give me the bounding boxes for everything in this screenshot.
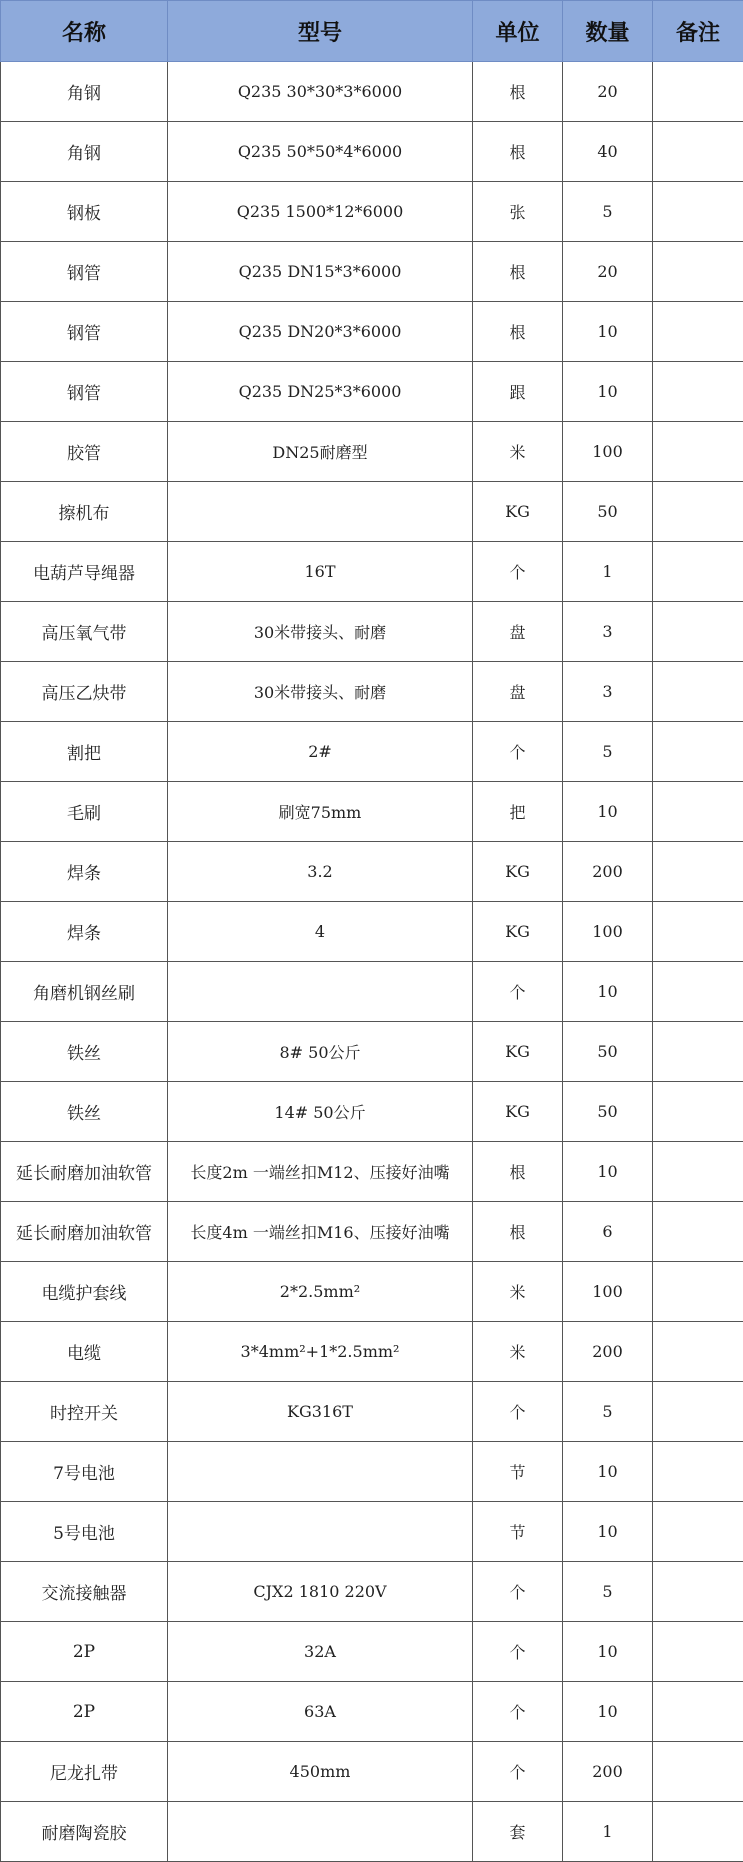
cell-remark [653, 542, 743, 602]
table-row [1, 722, 743, 782]
cell-name: 5号电池 [1, 1502, 168, 1562]
cell-remark [653, 362, 743, 422]
cell-unit: KG [473, 902, 563, 962]
cell-unit: KG [473, 842, 563, 902]
cell-remark [653, 902, 743, 962]
table-row [1, 1322, 743, 1382]
cell-unit: 米 [473, 422, 563, 482]
cell-model: 63A [168, 1682, 473, 1742]
cell-unit: 根 [473, 1202, 563, 1262]
cell-quantity: 50 [563, 1082, 653, 1142]
cell-unit: 盘 [473, 602, 563, 662]
cell-unit: 根 [473, 62, 563, 122]
cell-remark [653, 1202, 743, 1262]
cell-name: 擦机布 [1, 482, 168, 542]
cell-remark [653, 1742, 743, 1802]
cell-unit: 跟 [473, 362, 563, 422]
cell-name: 交流接触器 [1, 1562, 168, 1622]
cell-model: Q235 50*50*4*6000 [168, 122, 473, 182]
cell-unit: 个 [473, 962, 563, 1022]
cell-name: 铁丝 [1, 1022, 168, 1082]
cell-remark [653, 1082, 743, 1142]
cell-unit: KG [473, 482, 563, 542]
cell-name: 电葫芦导绳器 [1, 542, 168, 602]
cell-remark [653, 1802, 743, 1862]
cell-remark [653, 962, 743, 1022]
cell-model: 30米带接头、耐磨 [168, 662, 473, 722]
cell-remark [653, 662, 743, 722]
cell-unit: 根 [473, 302, 563, 362]
cell-name: 割把 [1, 722, 168, 782]
cell-remark [653, 182, 743, 242]
cell-model: Q235 DN25*3*6000 [168, 362, 473, 422]
table-row [1, 842, 743, 902]
table-row [1, 1382, 743, 1442]
table-body [1, 62, 743, 1862]
cell-name: 角钢 [1, 62, 168, 122]
cell-remark [653, 1382, 743, 1442]
table-row [1, 1742, 743, 1802]
table-row [1, 1022, 743, 1082]
table-row [1, 242, 743, 302]
table-row [1, 542, 743, 602]
cell-quantity: 10 [563, 1142, 653, 1202]
cell-remark [653, 842, 743, 902]
cell-model: 2# [168, 722, 473, 782]
cell-model: 16T [168, 542, 473, 602]
cell-quantity: 10 [563, 782, 653, 842]
cell-name: 角磨机钢丝刷 [1, 962, 168, 1022]
header-quantity: 数量 [563, 1, 653, 62]
cell-unit: 套 [473, 1802, 563, 1862]
cell-name: 电缆护套线 [1, 1262, 168, 1322]
cell-model: 长度4m 一端丝扣M16、压接好油嘴 [168, 1202, 473, 1262]
cell-model: 3.2 [168, 842, 473, 902]
cell-quantity: 10 [563, 302, 653, 362]
cell-remark [653, 302, 743, 362]
cell-quantity: 10 [563, 1622, 653, 1682]
table-header [1, 1, 743, 62]
cell-unit: 个 [473, 1682, 563, 1742]
cell-model: Q235 DN20*3*6000 [168, 302, 473, 362]
cell-model: 30米带接头、耐磨 [168, 602, 473, 662]
cell-unit: KG [473, 1082, 563, 1142]
cell-quantity: 5 [563, 182, 653, 242]
cell-quantity: 20 [563, 242, 653, 302]
cell-model: Q235 DN15*3*6000 [168, 242, 473, 302]
table-row [1, 362, 743, 422]
cell-quantity: 200 [563, 842, 653, 902]
cell-name: 焊条 [1, 902, 168, 962]
cell-quantity: 100 [563, 902, 653, 962]
table-row [1, 1262, 743, 1322]
cell-name: 电缆 [1, 1322, 168, 1382]
cell-model: 4 [168, 902, 473, 962]
cell-remark [653, 482, 743, 542]
cell-remark [653, 1682, 743, 1742]
cell-unit: 米 [473, 1322, 563, 1382]
cell-remark [653, 1442, 743, 1502]
table-row [1, 122, 743, 182]
cell-quantity: 6 [563, 1202, 653, 1262]
cell-unit: 根 [473, 242, 563, 302]
cell-model: 长度2m 一端丝扣M12、压接好油嘴 [168, 1142, 473, 1202]
cell-remark [653, 782, 743, 842]
cell-model: 2*2.5mm² [168, 1262, 473, 1322]
cell-name: 耐磨陶瓷胶 [1, 1802, 168, 1862]
table-row [1, 1562, 743, 1622]
cell-quantity: 10 [563, 1442, 653, 1502]
cell-name: 高压乙炔带 [1, 662, 168, 722]
cell-quantity: 100 [563, 1262, 653, 1322]
cell-unit: 个 [473, 542, 563, 602]
cell-name: 钢板 [1, 182, 168, 242]
cell-remark [653, 1562, 743, 1622]
cell-unit: 个 [473, 1382, 563, 1442]
cell-quantity: 20 [563, 62, 653, 122]
table-row [1, 482, 743, 542]
cell-quantity: 10 [563, 362, 653, 422]
cell-name: 钢管 [1, 242, 168, 302]
cell-remark [653, 1142, 743, 1202]
table-row [1, 782, 743, 842]
cell-name: 角钢 [1, 122, 168, 182]
header-name: 名称 [1, 1, 168, 62]
cell-unit: 张 [473, 182, 563, 242]
cell-model: 3*4mm²+1*2.5mm² [168, 1322, 473, 1382]
table-row [1, 1442, 743, 1502]
cell-model: KG316T [168, 1382, 473, 1442]
cell-model: CJX2 1810 220V [168, 1562, 473, 1622]
cell-quantity: 10 [563, 962, 653, 1022]
table-row [1, 902, 743, 962]
cell-name: 钢管 [1, 362, 168, 422]
cell-remark [653, 1022, 743, 1082]
cell-name: 延长耐磨加油软管 [1, 1142, 168, 1202]
cell-model: 32A [168, 1622, 473, 1682]
cell-quantity: 10 [563, 1682, 653, 1742]
table-row [1, 422, 743, 482]
cell-name: 7号电池 [1, 1442, 168, 1502]
cell-model: DN25耐磨型 [168, 422, 473, 482]
cell-model [168, 1502, 473, 1562]
cell-quantity: 200 [563, 1322, 653, 1382]
cell-remark [653, 602, 743, 662]
cell-unit: 节 [473, 1442, 563, 1502]
table-row [1, 1082, 743, 1142]
table-row [1, 182, 743, 242]
cell-unit: 节 [473, 1502, 563, 1562]
cell-remark [653, 1622, 743, 1682]
table-row [1, 662, 743, 722]
cell-model [168, 1442, 473, 1502]
cell-unit: 把 [473, 782, 563, 842]
cell-quantity: 3 [563, 602, 653, 662]
table-row [1, 1682, 743, 1742]
cell-quantity: 50 [563, 482, 653, 542]
cell-quantity: 5 [563, 1562, 653, 1622]
cell-quantity: 200 [563, 1742, 653, 1802]
header-model: 型号 [168, 1, 473, 62]
cell-remark [653, 422, 743, 482]
cell-model: 8# 50公斤 [168, 1022, 473, 1082]
cell-name: 毛刷 [1, 782, 168, 842]
table-row [1, 1502, 743, 1562]
cell-model [168, 482, 473, 542]
cell-model: 14# 50公斤 [168, 1082, 473, 1142]
cell-quantity: 3 [563, 662, 653, 722]
table-row [1, 1622, 743, 1682]
cell-model: Q235 1500*12*6000 [168, 182, 473, 242]
cell-name: 尼龙扎带 [1, 1742, 168, 1802]
cell-remark [653, 1502, 743, 1562]
cell-remark [653, 722, 743, 782]
cell-unit: 个 [473, 1622, 563, 1682]
cell-model [168, 962, 473, 1022]
cell-unit: 米 [473, 1262, 563, 1322]
cell-name: 胶管 [1, 422, 168, 482]
cell-remark [653, 62, 743, 122]
cell-name: 焊条 [1, 842, 168, 902]
cell-model: 450mm [168, 1742, 473, 1802]
cell-quantity: 40 [563, 122, 653, 182]
cell-model: 刷宽75mm [168, 782, 473, 842]
cell-name: 钢管 [1, 302, 168, 362]
cell-quantity: 10 [563, 1502, 653, 1562]
cell-quantity: 5 [563, 722, 653, 782]
cell-remark [653, 1322, 743, 1382]
cell-quantity: 1 [563, 542, 653, 602]
cell-unit: 个 [473, 1562, 563, 1622]
cell-name: 高压氧气带 [1, 602, 168, 662]
cell-quantity: 1 [563, 1802, 653, 1862]
cell-name: 2P [1, 1622, 168, 1682]
cell-quantity: 50 [563, 1022, 653, 1082]
header-remark: 备注 [653, 1, 743, 62]
table-row [1, 1802, 743, 1862]
cell-name: 时控开关 [1, 1382, 168, 1442]
cell-unit: 个 [473, 1742, 563, 1802]
cell-remark [653, 1262, 743, 1322]
header-unit: 单位 [473, 1, 563, 62]
cell-name: 铁丝 [1, 1082, 168, 1142]
cell-remark [653, 242, 743, 302]
table-row [1, 62, 743, 122]
cell-quantity: 5 [563, 1382, 653, 1442]
cell-quantity: 100 [563, 422, 653, 482]
cell-name: 延长耐磨加油软管 [1, 1202, 168, 1262]
table-row [1, 962, 743, 1022]
cell-unit: 根 [473, 122, 563, 182]
table-row [1, 1142, 743, 1202]
table-row [1, 302, 743, 362]
cell-unit: 根 [473, 1142, 563, 1202]
cell-remark [653, 122, 743, 182]
table-row [1, 602, 743, 662]
cell-model: Q235 30*30*3*6000 [168, 62, 473, 122]
cell-unit: KG [473, 1022, 563, 1082]
cell-name: 2P [1, 1682, 168, 1742]
header-row [1, 1, 743, 62]
cell-unit: 盘 [473, 662, 563, 722]
cell-unit: 个 [473, 722, 563, 782]
table-row [1, 1202, 743, 1262]
cell-model [168, 1802, 473, 1862]
